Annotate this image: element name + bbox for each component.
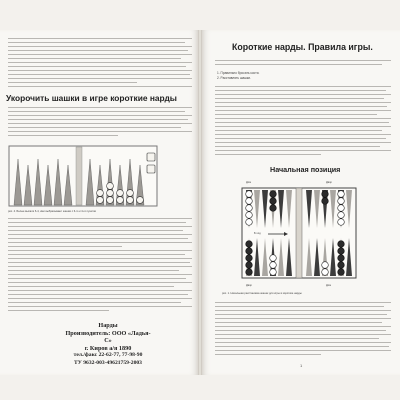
board-direction-label: Б ход xyxy=(254,232,261,235)
left-section-heading: Укорочить шашки в игре короткие нарды xyxy=(6,93,177,103)
imprint-manufacturer: Производитель: ООО «Ладья-С» xyxy=(65,329,151,344)
left-figure-caption: рис. 4. Белые выпали 6-4, ими выбрасывают шашки с 6-го и 4-го пунктов xyxy=(8,210,96,213)
board-label-top-right: Двор xyxy=(326,181,332,184)
imprint-address: г. Киров а/я 1890 xyxy=(84,344,132,352)
left-board-illustration xyxy=(8,145,158,207)
rules-list-item-1: 1. Правильно бросать кости. xyxy=(217,71,260,75)
right-text-block-lower xyxy=(215,302,391,358)
imprint-phone: тел./факс 22-62-77, 77-98-90 xyxy=(73,352,143,358)
page-number: 1 xyxy=(300,363,303,368)
left-text-block-mid xyxy=(8,107,192,139)
imprint-product: Нарды xyxy=(98,322,118,329)
board-label-bottom-left: Двор xyxy=(246,284,252,287)
rules-list-item-2: 2. Расставлять шашки. xyxy=(217,76,251,80)
right-text-block-main xyxy=(215,86,391,158)
right-page-title: Короткие нарды. Правила игры. xyxy=(232,42,373,52)
imprint-standard: ТУ 9632-003-49621759-2003 xyxy=(74,359,142,366)
right-text-block-intro xyxy=(215,60,391,68)
left-text-block-top xyxy=(8,38,192,90)
right-figure-caption: рис. 1. Начальная расстановка шашек для игры в короткие нарды xyxy=(222,292,302,295)
publisher-imprint xyxy=(62,322,154,367)
left-text-block-lower xyxy=(8,218,192,314)
initial-position-heading: Начальная позиция xyxy=(270,165,341,174)
board-label-bottom-right: Дом xyxy=(326,284,332,287)
board-label-top-left: Дом xyxy=(246,181,252,184)
